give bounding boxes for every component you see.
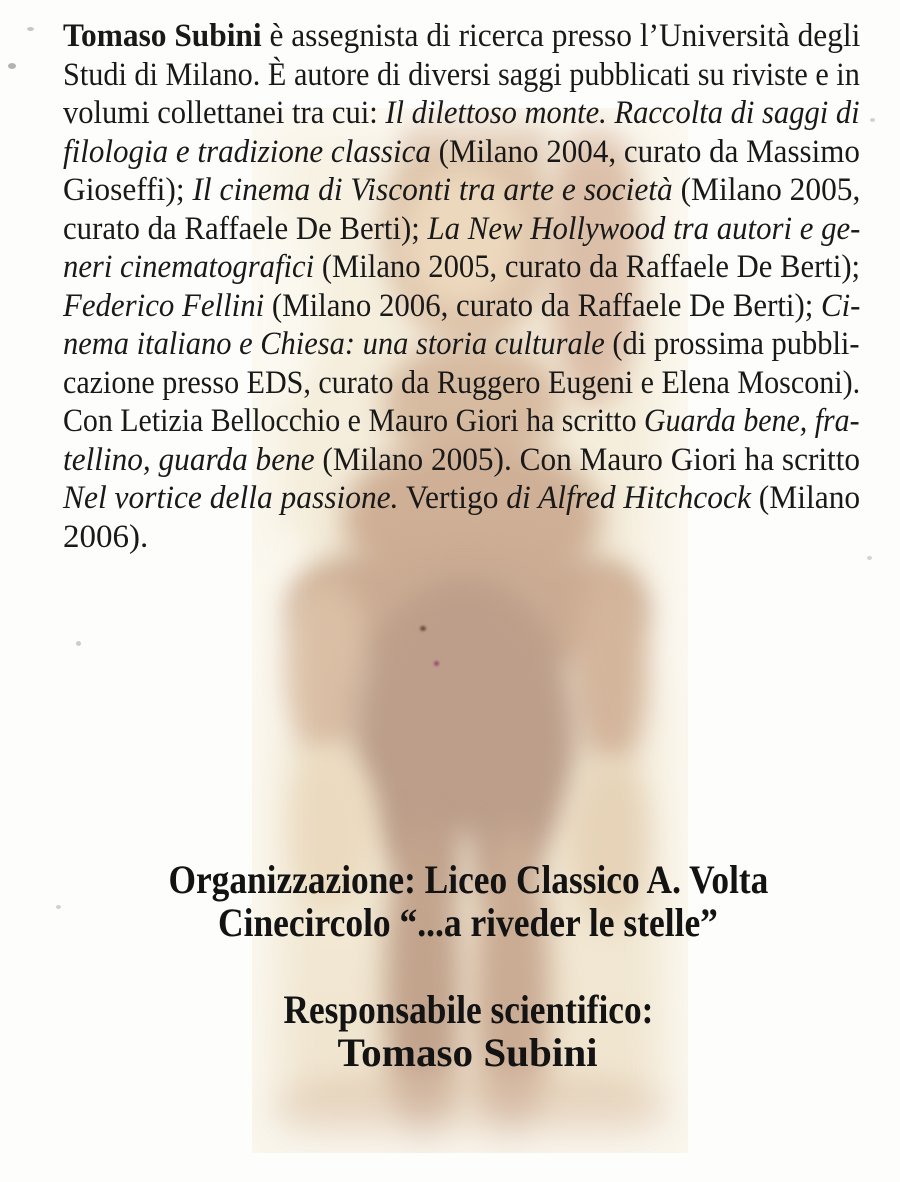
bio-segment: Il cinema di Visconti tra arte e società (192, 172, 681, 208)
responsible-name-line (63, 1031, 873, 1074)
bio-segment: (Milano (750, 480, 861, 516)
bio-segment: nema italiano e Chiesa: una storia culturale (63, 326, 613, 362)
bio-segment: è assegnista di ricerca presso l’Università degli (261, 18, 861, 54)
dust-speck (27, 27, 34, 31)
bio-paragraph (63, 17, 860, 556)
dust-speck (56, 905, 61, 909)
bio-segment: Guarda bene, fra- (643, 403, 860, 439)
bio-line (63, 479, 861, 518)
dust-speck (76, 641, 81, 646)
dust-speck (867, 556, 872, 560)
bio-segment: (Milano 2004, curato da Massimo (438, 133, 860, 170)
cinecircolo-line (63, 901, 873, 944)
cinecircolo-text: Cinecircolo “...a riveder le stelle” (218, 900, 718, 945)
bio-segment: La New Hollywood tra autori e ge- (427, 210, 861, 247)
bio-line (63, 325, 860, 364)
dust-speck (870, 118, 875, 122)
photo-highlight-left-lower (252, 528, 322, 738)
bio-segment: (Milano 2006, curato da Raffaele De Berti); (271, 287, 822, 324)
bio-line (63, 287, 861, 326)
photo-bottom-shading (252, 1068, 688, 1153)
bio-segment: Gioseffi); (63, 172, 193, 208)
bio-segment: Studi di Milano. È autore di diversi saggi pubblicati su riviste e in (63, 56, 860, 93)
bio-segment: Con Letizia Bellocchio e Mauro Giori ha scritto (63, 403, 644, 439)
bio-line (63, 364, 861, 403)
bio-line (63, 402, 860, 441)
bio-line (63, 248, 861, 287)
bio-line (63, 210, 861, 249)
bio-segment: (Milano 2005, curato da Raffaele De Berti); (321, 249, 861, 285)
bio-line (63, 94, 860, 133)
dust-speck (8, 63, 16, 69)
bio-segment: Nel vortice della passione. (63, 480, 399, 516)
bio-segment: Ci- (821, 287, 861, 324)
bio-line (63, 56, 860, 95)
bio-segment: Il dilettoso monte. Raccolta di saggi di (385, 95, 860, 131)
responsible-label-text: Responsabile scientifico: (283, 987, 653, 1032)
bio-segment: Federico Fellini (63, 287, 272, 324)
organization-line (63, 858, 873, 901)
bio-segment: filologia e tradizione classica (63, 133, 439, 170)
bio-segment: curato da Raffaele De Berti); (63, 210, 428, 247)
bio-line (63, 133, 860, 172)
figure-shoulders-shape (282, 538, 652, 678)
bio-segment: neri cinematografici (63, 249, 322, 285)
bio-segment: tellino, guarda bene (63, 441, 323, 478)
figure-left-arm-shape (277, 578, 372, 758)
bio-segment: volumi collettanei tra cui: (63, 95, 386, 131)
figure-right-arm-shape (572, 568, 652, 768)
bio-segment: (Milano 2005). Con Mauro Giori ha scritto (322, 441, 861, 478)
responsible-label-line (63, 988, 873, 1031)
photo-pink-speck (434, 661, 439, 666)
bio-line (63, 441, 861, 480)
responsible-block (63, 988, 873, 1074)
bio-segment: Tomaso Subini (63, 18, 262, 54)
bio-segment: di Alfred Hitchcock (506, 480, 751, 516)
responsible-name-text: Tomaso Subini (337, 1030, 599, 1075)
bio-segment: 2006). (63, 518, 149, 555)
bio-line (63, 518, 860, 557)
bio-segment: Vertigo (398, 480, 507, 516)
photo-dark-speck (420, 626, 426, 631)
bio-segment: cazione presso EDS, curato da Ruggero Eugeni e Elena Mosconi). (63, 364, 861, 401)
bio-segment: (di prossima pubbli- (612, 326, 860, 362)
bio-segment: (Milano 2005, (680, 172, 861, 208)
figure-torso-shape (352, 578, 577, 898)
bio-line (63, 17, 861, 56)
organization-text: Organizzazione: Liceo Classico A. Volta (168, 857, 768, 902)
organization-block (63, 858, 873, 944)
bio-line (63, 171, 861, 210)
